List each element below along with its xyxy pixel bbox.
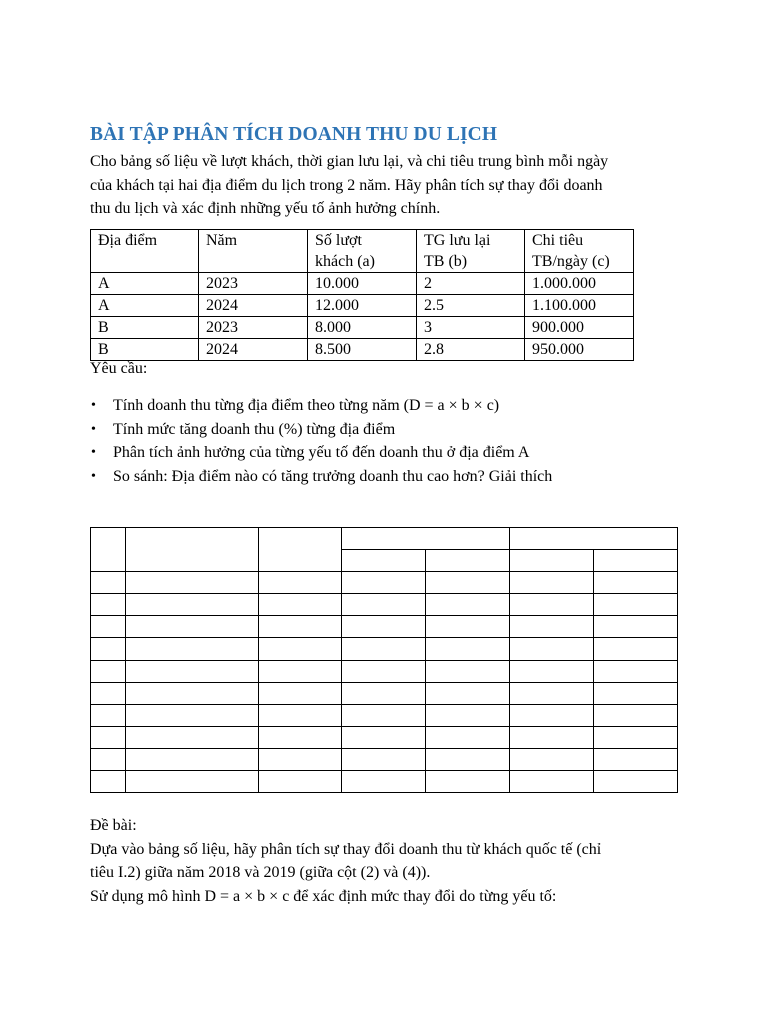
list-item [90,394,552,418]
table-cell: B [91,317,199,339]
table-row [91,339,634,361]
list-item-text: Phân tích ảnh hưởng của từng yếu tố đến doanh thu ở địa điểm A [113,444,530,462]
table-cell: 10.000 [308,273,417,295]
table-cell: A [91,273,199,295]
intro-paragraph [90,150,680,221]
table-row [91,295,634,317]
header-text: TG lưu lại [424,232,491,249]
list-item [90,441,552,465]
table-cell: B [91,339,199,361]
list-item [90,418,552,442]
list-item-text: Tính mức tăng doanh thu (%) từng địa điểm [113,420,396,438]
header-cell-location [91,230,199,273]
requirements-list [90,394,552,488]
table-cell: 8.500 [308,339,417,361]
table-cell: 12.000 [308,295,417,317]
header-cell-year [199,230,308,273]
list-item-text: Tính doanh thu từng địa điểm theo từng năm (D = a × b × c) [113,397,500,414]
bullet-icon: • [91,468,96,484]
bullet-icon: • [91,398,96,413]
table-cell: 1.000.000 [525,273,634,295]
bullet-icon: • [91,421,96,437]
header-text: Năm [206,232,238,249]
header-text: Số lượt [315,232,362,249]
header-cell-spending [525,230,634,273]
table-header-row [91,230,634,273]
table-cell: 2.8 [417,339,525,361]
table-cell: 2023 [199,317,308,339]
header-cell-stay [417,230,525,273]
task-paragraph [90,814,690,908]
table-cell: 2024 [199,339,308,361]
header-text: khách (a) [315,253,375,270]
data-table [90,229,634,361]
table-cell: 3 [417,317,525,339]
task-line: Dựa vào bảng số liệu, hãy phân tích sự thay đổi doanh thu từ khách quốc tế (chỉ [90,840,602,858]
list-item-text: So sánh: Địa điểm nào có tăng trưởng doanh thu cao hơn? Giải thích [113,467,553,485]
bullet-icon: • [91,445,96,461]
header-cell-visitors [308,230,417,273]
table-cell: 2 [417,273,525,295]
header-text: TB (b) [424,253,468,270]
page-title: BÀI TẬP PHÂN TÍCH DOANH THU DU LỊCH [90,124,498,145]
intro-line: thu du lịch và xác định những yếu tố ảnh hưởng chính. [90,200,441,217]
task-line: tiêu I.2) giữa năm 2018 và 2019 (giữa cột (2) và (4)). [90,864,431,881]
requirements-label: Yêu cầu: [90,360,148,377]
intro-line: Cho bảng số liệu về lượt khách, thời gian lưu lại, và chi tiêu trung bình mỗi ngày [90,153,609,170]
table-cell: 2023 [199,273,308,295]
table-cell: 2024 [199,295,308,317]
table-row [91,273,634,295]
task-heading: Đề bài: [90,817,137,834]
table-cell: 950.000 [525,339,634,361]
task-line: Sử dụng mô hình D = a × b × c để xác định mức thay đổi do từng yếu tố: [90,887,557,905]
table-cell: A [91,295,199,317]
empty-analysis-table [90,527,680,795]
list-item [90,465,552,489]
table-row [91,317,634,339]
table-cell: 8.000 [308,317,417,339]
header-text: Chi tiêu [532,232,584,249]
table-cell: 900.000 [525,317,634,339]
intro-line: của khách tại hai địa điểm du lịch trong 2 năm. Hãy phân tích sự thay đổi doanh [90,176,603,194]
table-cell: 2.5 [417,295,525,317]
header-text: TB/ngày (c) [532,253,610,270]
table-cell: 1.100.000 [525,295,634,317]
header-text: Địa điểm [98,232,158,249]
